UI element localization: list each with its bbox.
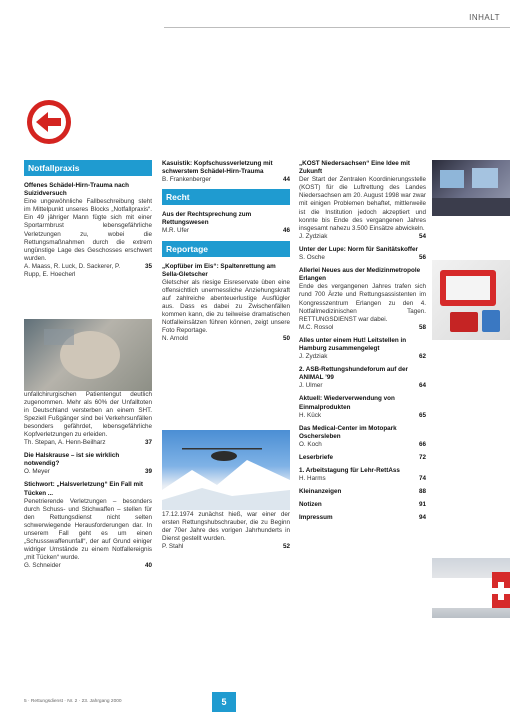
photo-control-center xyxy=(432,160,510,216)
entry-page: 88 xyxy=(418,488,426,496)
entry-title: Die Halskrause – ist sie wirklich notwendig? xyxy=(24,452,120,468)
entry-title: 2. ASB-Rettungshundeforum auf der ANIMAL ’99 xyxy=(299,366,408,382)
entry-title: Aktuell: Wiederverwendung von Einmalprodukten xyxy=(299,395,395,411)
photo-spacer xyxy=(162,349,290,441)
section-reportage: Reportage xyxy=(162,241,290,257)
back-arrow-logo xyxy=(27,100,71,144)
entry-page: 65 xyxy=(418,411,426,419)
toc-entry[interactable] xyxy=(299,160,426,241)
entry-title: „Kopfüber im Eis“: Spaltenrettung am Sella-Gletscher xyxy=(162,262,276,278)
toc-entry[interactable] xyxy=(162,160,290,184)
toc-entry[interactable] xyxy=(299,267,426,332)
photo-helicopter-glacier xyxy=(162,430,290,510)
column-3 xyxy=(299,160,426,528)
entry-authors: P. Stahl xyxy=(162,543,184,551)
entry-page: 52 xyxy=(282,543,290,551)
entry-title: Kleinanzeigen xyxy=(299,488,342,496)
header-rule xyxy=(164,27,510,28)
entry-title: Kasuistik: Kopfschussverletzung mit schwerstem Schädel-Hirn-Trauma xyxy=(162,160,273,176)
entry-title: Unter der Lupe: Norm für Sanitätskoffer xyxy=(299,245,418,253)
entry-teaser: Ende des vergangenen Jahres trafen sich rund 700 Ärzte und Rettungsassistenten im Kongresszentrum Erlangen zu den 4. Notfallmedizinischen Tagen. RETTUNGSDIENST war dabei. xyxy=(299,283,426,323)
section-recht: Recht xyxy=(162,189,290,205)
entry-authors: H. Kück xyxy=(299,411,322,419)
toc-entry[interactable] xyxy=(299,246,426,262)
entry-page: 58 xyxy=(418,323,426,331)
entry-authors: O. Koch xyxy=(299,440,322,448)
left-arrow-icon xyxy=(27,100,71,144)
entry-authors: J. Zydziak xyxy=(299,232,328,240)
entry-authors: J. Ulmer xyxy=(299,382,323,390)
toc-entry[interactable] xyxy=(299,337,426,361)
entry-page: 91 xyxy=(418,501,426,509)
entry-title: Stichwort: „Halsverletzung“ Ein Fall mit Tücken ... xyxy=(24,481,143,497)
entry-page: 66 xyxy=(418,440,426,448)
photo-medical-center xyxy=(432,558,510,618)
entry-authors: O. Meyer xyxy=(24,468,50,476)
entry-title: Offenes Schädel-Hirn-Trauma nach Suizidversuch xyxy=(24,182,129,198)
section-notfallpraxis: Notfallpraxis xyxy=(24,160,152,176)
toc-entry[interactable] xyxy=(24,182,152,279)
entry-teaser: Der Start der Zentralen Koordinierungsstelle (KOST) für die Luftrettung des Landes Niedersachsen am 20. August 1998 war zwar mit einigen Problemen behaftet, mittlerweile ist die Institution jedoch akzeptiert und konnte bis Ende des vergangenen Jahres insgesamt nahezu 3.500 Einsätze abwickeln. xyxy=(299,176,426,232)
entry-page: 56 xyxy=(418,254,426,262)
entry-page: 35 xyxy=(144,262,152,270)
entry-page: 74 xyxy=(418,475,426,483)
entry-authors: S. Osche xyxy=(299,254,325,262)
entry-title: Aus der Rechtsprechung zum Rettungswesen xyxy=(162,211,252,227)
entry-title: „KOST Niedersachsen“ Eine Idee mit Zukunft xyxy=(299,160,410,176)
entry-page: 46 xyxy=(282,227,290,235)
toc-entry[interactable] xyxy=(24,452,152,476)
entry-title: Alles unter einem Hut! Leitstellen in Hamburg zusammengelegt xyxy=(299,336,407,352)
toc-entry[interactable] xyxy=(299,501,426,509)
entry-page: 37 xyxy=(144,439,152,447)
page-header-label: INHALT xyxy=(469,13,500,22)
entry-authors: M.C. Rossol xyxy=(299,323,334,331)
toc-entry[interactable] xyxy=(162,263,290,344)
toc-entry[interactable] xyxy=(299,395,426,419)
entry-page: 39 xyxy=(144,468,152,476)
entry-page: 50 xyxy=(282,335,290,343)
entry-authors: G. Schneider xyxy=(24,562,61,570)
entry-page: 94 xyxy=(418,514,426,522)
entry-authors: J. Zydziak xyxy=(299,353,328,361)
entry-page: 62 xyxy=(418,353,426,361)
toc-entry[interactable] xyxy=(299,425,426,449)
photo-medical-kit xyxy=(432,260,510,340)
entry-teaser: Penetrierende Verletzungen – besonders durch Schuss- und Stichwaffen – stellen für den Rettungsdienst nicht selten schwerwiegende Herausforderungen dar. In unserem Fall geht es um einen „Schussswaffenunfall“, der auf Grund einiger widriger Umstände zu einem Notfallereignis „mit Tücken“ wurde. xyxy=(24,497,152,562)
entry-title: Allerlei Neues aus der Medizinmetropole Erlangen xyxy=(299,267,421,283)
entry-title: Das Medical-Center im Motopark Oschersleben xyxy=(299,424,397,440)
toc-entry[interactable] xyxy=(299,366,426,390)
toc-entry[interactable] xyxy=(299,514,426,522)
entry-authors: A. Maass, R. Luck, D. Sackerer, P. Rupp, E. Hoecherl xyxy=(24,262,121,279)
entry-authors: H. Harms xyxy=(299,475,326,483)
entry-authors: B. Frankenberger xyxy=(162,176,212,184)
entry-page: 40 xyxy=(144,562,152,570)
toc-entry[interactable] xyxy=(299,454,426,462)
entry-teaser: Eine ungewöhnliche Fallbeschreibung steht im Mittelpunkt unseres Blocks „Notfallpraxis“. Ein 49 jähriger Mann fügte sich mit einer Sportarmbrust lebensgefährliche Verletzungen zu, wobei die Rettungsmaßnahmen durch die extrem ungünstige Lage des Geschosses erschwert wurden. xyxy=(24,198,152,262)
entry-teaser: unfallchirurgischen Patientengut deutlich zugenommen. Mehr als 60% der Unfalltoten in Deutschland versterben an einem SHT. Speziell Fußgänger sind bei Verkehrsunfällen besonders gefährdet, lebensgefährliche Kopfverletzungen zu erleiden. xyxy=(24,390,152,438)
entry-page: 54 xyxy=(418,232,426,240)
entry-authors: Th. Stepan, A. Henn-Beilharz xyxy=(24,439,106,447)
entry-page: 72 xyxy=(418,454,426,461)
footer-issue-line: 5 · Rettungsdienst · Nr. 2 · 23. Jahrgang 2000 xyxy=(24,699,122,704)
entry-authors: N. Arnold xyxy=(162,335,188,343)
toc-entry[interactable] xyxy=(162,211,290,235)
entry-title: Notizen xyxy=(299,501,322,509)
page-number: 5 xyxy=(212,692,236,712)
toc-entry[interactable] xyxy=(299,488,426,496)
entry-title: Leserbriefe xyxy=(299,454,333,461)
entry-teaser: 17.12.1974 zunächst hieß, war einer der ersten Rettungshubschrauber, die zu Beginn der 70er Jahre des vorigen Jahrhunderts in Dienst gestellt wurden. xyxy=(162,511,290,543)
entry-page: 64 xyxy=(418,382,426,390)
toc-entry[interactable] xyxy=(24,481,152,570)
entry-title: Impressum xyxy=(299,514,333,522)
entry-title: 1. Arbeitstagung für Lehr-RettAss xyxy=(299,467,400,475)
entry-authors: M.R. Ufer xyxy=(162,227,189,235)
entry-teaser: Gletscher als riesige Eisreservate üben eine offensichtlich unermessliche Anziehungskraft auf zahlreiche abenteuerlustige Ausflügler aus. Dass es dabei zu Zwischenfällen kommen kann, die zu teilweise dramatischen Notfalleinsätzen führen können, zeigt unsere Foto Reportage. xyxy=(162,278,290,335)
toc-entry[interactable] xyxy=(299,467,426,483)
photo-head-injury xyxy=(24,319,152,391)
entry-page: 44 xyxy=(282,176,290,184)
